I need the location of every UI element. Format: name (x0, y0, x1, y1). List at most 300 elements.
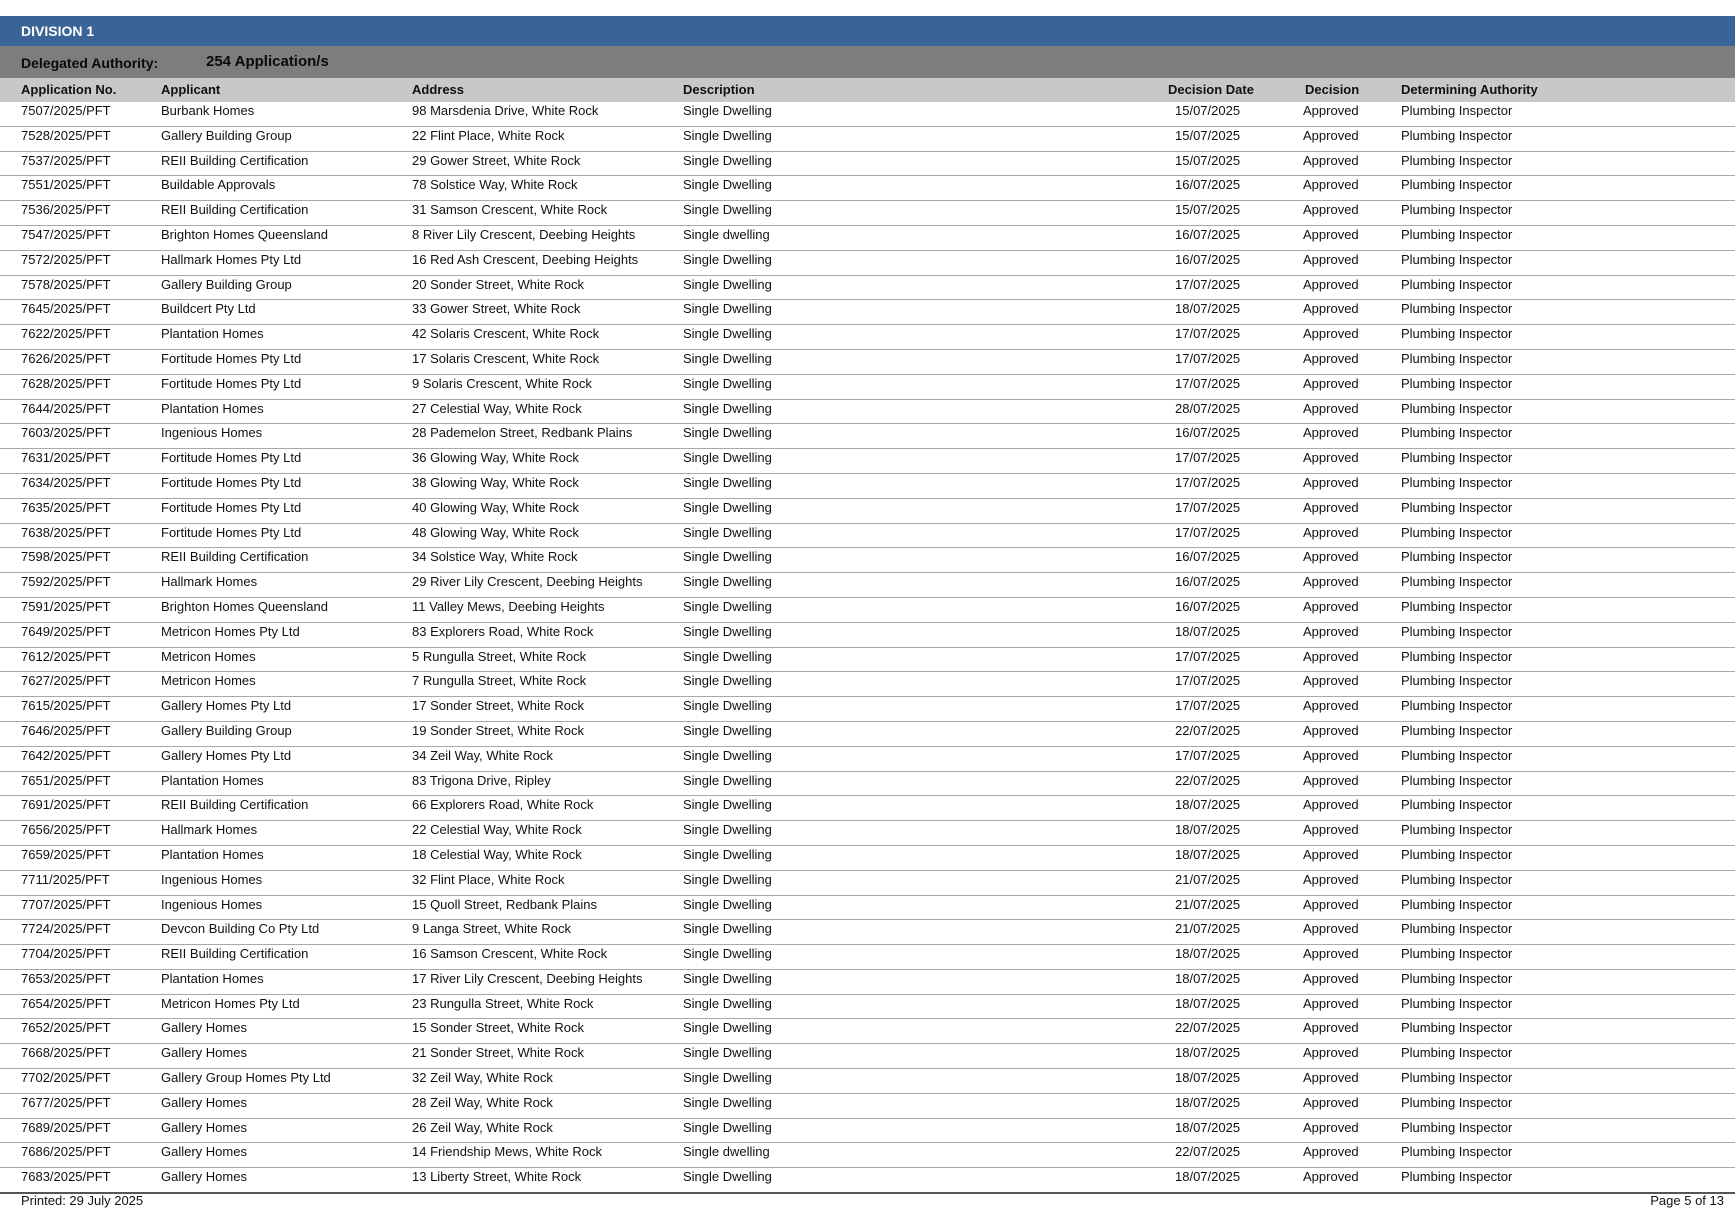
cell-applicant: Buildcert Pty Ltd (161, 301, 256, 317)
cell-application-no: 7612/2025/PFT (21, 648, 111, 664)
cell-application-no: 7628/2025/PFT (21, 375, 111, 391)
table-row (0, 350, 1735, 375)
cell-description: Single Dwelling (683, 946, 772, 962)
cell-address: 29 River Lily Crescent, Deebing Heights (412, 574, 643, 590)
cell-determining-authority: Plumbing Inspector (1401, 152, 1513, 168)
table-row (0, 896, 1735, 921)
cell-decision: Approved (1303, 251, 1359, 267)
cell-address: 66 Explorers Road, White Rock (412, 797, 594, 813)
column-header-decision-date: Decision Date (1168, 82, 1254, 97)
cell-decision-date: 22/07/2025 (1175, 1020, 1241, 1036)
table-row (0, 1119, 1735, 1144)
cell-applicant: Metricon Homes (161, 648, 256, 664)
cell-decision: Approved (1303, 127, 1359, 143)
cell-address: 36 Glowing Way, White Rock (412, 450, 579, 466)
cell-address: 83 Trigona Drive, Ripley (412, 772, 551, 788)
cell-decision: Approved (1303, 400, 1359, 416)
table-row (0, 573, 1735, 598)
cell-decision-date: 18/07/2025 (1175, 301, 1241, 317)
cell-applicant: Hallmark Homes Pty Ltd (161, 251, 302, 267)
cell-applicant: Gallery Homes (161, 1020, 247, 1036)
cell-applicant: Metricon Homes Pty Ltd (161, 995, 300, 1011)
printed-date: Printed: 29 July 2025 (21, 1193, 144, 1208)
cell-application-no: 7631/2025/PFT (21, 450, 111, 466)
table-row (0, 871, 1735, 896)
table-row (0, 251, 1735, 276)
cell-decision: Approved (1303, 623, 1359, 639)
cell-application-no: 7598/2025/PFT (21, 549, 111, 565)
cell-applicant: Fortitude Homes Pty Ltd (161, 450, 302, 466)
cell-address: 34 Solstice Way, White Rock (412, 549, 578, 565)
cell-determining-authority: Plumbing Inspector (1401, 1070, 1513, 1086)
cell-application-no: 7653/2025/PFT (21, 970, 111, 986)
cell-applicant: REII Building Certification (161, 797, 309, 813)
cell-description: Single Dwelling (683, 648, 772, 664)
cell-determining-authority: Plumbing Inspector (1401, 722, 1513, 738)
cell-determining-authority: Plumbing Inspector (1401, 1119, 1513, 1135)
cell-decision-date: 16/07/2025 (1175, 574, 1241, 590)
table-row (0, 474, 1735, 499)
cell-decision: Approved (1303, 524, 1359, 540)
cell-decision: Approved (1303, 970, 1359, 986)
cell-decision: Approved (1303, 375, 1359, 391)
table-row (0, 945, 1735, 970)
table-row (0, 747, 1735, 772)
cell-applicant: Gallery Building Group (161, 127, 292, 143)
cell-decision: Approved (1303, 549, 1359, 565)
cell-decision: Approved (1303, 425, 1359, 441)
cell-application-no: 7686/2025/PFT (21, 1144, 111, 1160)
cell-decision-date: 18/07/2025 (1175, 970, 1241, 986)
cell-application-no: 7537/2025/PFT (21, 152, 111, 168)
cell-application-no: 7707/2025/PFT (21, 896, 111, 912)
cell-description: Single Dwelling (683, 499, 772, 515)
cell-determining-authority: Plumbing Inspector (1401, 1094, 1513, 1110)
cell-applicant: REII Building Certification (161, 152, 309, 168)
cell-decision-date: 22/07/2025 (1175, 772, 1241, 788)
division-header (0, 16, 1735, 46)
cell-applicant: Burbank Homes (161, 103, 255, 118)
cell-decision-date: 21/07/2025 (1175, 921, 1241, 937)
cell-decision-date: 28/07/2025 (1175, 400, 1241, 416)
table-row (0, 995, 1735, 1020)
cell-application-no: 7646/2025/PFT (21, 722, 111, 738)
cell-decision: Approved (1303, 574, 1359, 590)
cell-decision: Approved (1303, 871, 1359, 887)
cell-address: 78 Solstice Way, White Rock (412, 177, 578, 193)
cell-application-no: 7615/2025/PFT (21, 698, 111, 714)
cell-address: 27 Celestial Way, White Rock (412, 400, 582, 416)
cell-address: 17 River Lily Crescent, Deebing Heights (412, 970, 643, 986)
cell-address: 32 Zeil Way, White Rock (412, 1070, 553, 1086)
cell-determining-authority: Plumbing Inspector (1401, 1020, 1513, 1036)
cell-decision-date: 18/07/2025 (1175, 995, 1241, 1011)
cell-determining-authority: Plumbing Inspector (1401, 474, 1513, 490)
cell-determining-authority: Plumbing Inspector (1401, 1045, 1513, 1061)
cell-address: 11 Valley Mews, Deebing Heights (412, 598, 605, 614)
cell-address: 18 Celestial Way, White Rock (412, 846, 582, 862)
cell-decision-date: 22/07/2025 (1175, 722, 1241, 738)
cell-decision: Approved (1303, 921, 1359, 937)
cell-determining-authority: Plumbing Inspector (1401, 896, 1513, 912)
cell-decision-date: 16/07/2025 (1175, 425, 1241, 441)
cell-address: 21 Sonder Street, White Rock (412, 1045, 584, 1061)
cell-decision-date: 21/07/2025 (1175, 896, 1241, 912)
cell-application-no: 7711/2025/PFT (21, 871, 110, 887)
table-row (0, 400, 1735, 425)
cell-address: 16 Red Ash Crescent, Deebing Heights (412, 251, 639, 267)
cell-decision-date: 17/07/2025 (1175, 375, 1241, 391)
cell-decision-date: 17/07/2025 (1175, 450, 1241, 466)
table-row (0, 970, 1735, 995)
cell-application-no: 7572/2025/PFT (21, 251, 111, 267)
cell-application-no: 7677/2025/PFT (21, 1094, 111, 1110)
cell-determining-authority: Plumbing Inspector (1401, 375, 1513, 391)
cell-decision-date: 18/07/2025 (1175, 1094, 1241, 1110)
cell-decision: Approved (1303, 450, 1359, 466)
authority-label: Delegated Authority: (21, 55, 159, 71)
cell-applicant: Ingenious Homes (161, 896, 263, 912)
cell-address: 26 Zeil Way, White Rock (412, 1119, 553, 1135)
cell-decision-date: 18/07/2025 (1175, 822, 1241, 838)
cell-application-no: 7652/2025/PFT (21, 1020, 111, 1036)
cell-description: Single dwelling (683, 1144, 770, 1160)
cell-decision: Approved (1303, 1094, 1359, 1110)
table-row (0, 920, 1735, 945)
cell-description: Single Dwelling (683, 822, 772, 838)
cell-decision: Approved (1303, 202, 1359, 218)
cell-determining-authority: Plumbing Inspector (1401, 350, 1513, 366)
cell-description: Single Dwelling (683, 995, 772, 1011)
cell-decision-date: 15/07/2025 (1175, 202, 1241, 218)
cell-description: Single Dwelling (683, 970, 772, 986)
cell-applicant: Gallery Homes Pty Ltd (161, 698, 292, 714)
cell-application-no: 7638/2025/PFT (21, 524, 111, 540)
cell-decision-date: 17/07/2025 (1175, 350, 1241, 366)
table-row (0, 201, 1735, 226)
cell-applicant: Fortitude Homes Pty Ltd (161, 499, 302, 515)
cell-address: 22 Celestial Way, White Rock (412, 822, 582, 838)
cell-description: Single Dwelling (683, 797, 772, 813)
cell-application-no: 7668/2025/PFT (21, 1045, 111, 1061)
cell-decision: Approved (1303, 474, 1359, 490)
table-row (0, 1044, 1735, 1069)
table-row (0, 152, 1735, 177)
footer-divider (0, 1192, 1735, 1194)
table-row (0, 623, 1735, 648)
table-row (0, 226, 1735, 251)
cell-determining-authority: Plumbing Inspector (1401, 598, 1513, 614)
cell-decision: Approved (1303, 1169, 1359, 1185)
cell-decision-date: 21/07/2025 (1175, 871, 1241, 887)
cell-description: Single Dwelling (683, 474, 772, 490)
cell-applicant: Gallery Homes Pty Ltd (161, 747, 292, 763)
cell-decision: Approved (1303, 301, 1359, 317)
column-header-application-no: Application No. (21, 82, 117, 97)
cell-description: Single Dwelling (683, 177, 772, 193)
cell-application-no: 7656/2025/PFT (21, 822, 111, 838)
cell-description: Single Dwelling (683, 1045, 772, 1061)
column-header-determining-authority: Determining Authority (1401, 82, 1538, 97)
cell-description: Single Dwelling (683, 301, 772, 317)
cell-decision-date: 16/07/2025 (1175, 177, 1241, 193)
cell-determining-authority: Plumbing Inspector (1401, 648, 1513, 664)
table-row (0, 1069, 1735, 1094)
cell-determining-authority: Plumbing Inspector (1401, 1169, 1513, 1185)
cell-decision: Approved (1303, 946, 1359, 962)
cell-applicant: Brighton Homes Queensland (161, 226, 328, 242)
cell-description: Single Dwelling (683, 698, 772, 714)
table-row (0, 672, 1735, 697)
cell-decision: Approved (1303, 499, 1359, 515)
cell-decision-date: 18/07/2025 (1175, 623, 1241, 639)
table-row (0, 300, 1735, 325)
cell-determining-authority: Plumbing Inspector (1401, 549, 1513, 565)
cell-applicant: Gallery Homes (161, 1119, 247, 1135)
cell-application-no: 7649/2025/PFT (21, 623, 111, 639)
application-count: 254 Application/s (206, 53, 329, 70)
cell-description: Single Dwelling (683, 450, 772, 466)
cell-determining-authority: Plumbing Inspector (1401, 499, 1513, 515)
cell-decision: Approved (1303, 722, 1359, 738)
cell-determining-authority: Plumbing Inspector (1401, 698, 1513, 714)
cell-decision: Approved (1303, 673, 1359, 689)
cell-decision-date: 17/07/2025 (1175, 673, 1241, 689)
cell-description: Single Dwelling (683, 524, 772, 540)
cell-address: 14 Friendship Mews, White Rock (412, 1144, 603, 1160)
table-row (0, 722, 1735, 747)
cell-application-no: 7547/2025/PFT (21, 226, 111, 242)
cell-determining-authority: Plumbing Inspector (1401, 921, 1513, 937)
cell-application-no: 7634/2025/PFT (21, 474, 111, 490)
cell-description: Single Dwelling (683, 574, 772, 590)
cell-decision-date: 17/07/2025 (1175, 474, 1241, 490)
cell-decision: Approved (1303, 226, 1359, 242)
cell-description: Single Dwelling (683, 425, 772, 441)
cell-determining-authority: Plumbing Inspector (1401, 326, 1513, 342)
cell-applicant: Fortitude Homes Pty Ltd (161, 350, 302, 366)
table-row (0, 127, 1735, 152)
column-header-decision: Decision (1305, 82, 1360, 97)
cell-applicant: Gallery Group Homes Pty Ltd (161, 1070, 331, 1086)
cell-decision: Approved (1303, 598, 1359, 614)
cell-application-no: 7704/2025/PFT (21, 946, 111, 962)
cell-address: 13 Liberty Street, White Rock (412, 1169, 582, 1185)
cell-description: Single Dwelling (683, 623, 772, 639)
cell-determining-authority: Plumbing Inspector (1401, 623, 1513, 639)
cell-application-no: 7642/2025/PFT (21, 747, 111, 763)
table-row (0, 598, 1735, 623)
cell-decision: Approved (1303, 995, 1359, 1011)
cell-description: Single Dwelling (683, 1169, 772, 1185)
table-row (0, 524, 1735, 549)
cell-address: 40 Glowing Way, White Rock (412, 499, 579, 515)
cell-applicant: Gallery Homes (161, 1169, 247, 1185)
cell-decision-date: 17/07/2025 (1175, 648, 1241, 664)
cell-determining-authority: Plumbing Inspector (1401, 103, 1513, 118)
cell-applicant: Hallmark Homes (161, 574, 258, 590)
cell-determining-authority: Plumbing Inspector (1401, 995, 1513, 1011)
cell-applicant: Fortitude Homes Pty Ltd (161, 375, 302, 391)
cell-description: Single Dwelling (683, 598, 772, 614)
cell-application-no: 7627/2025/PFT (21, 673, 111, 689)
cell-description: Single Dwelling (683, 673, 772, 689)
cell-decision: Approved (1303, 772, 1359, 788)
cell-decision-date: 18/07/2025 (1175, 846, 1241, 862)
table-row (0, 102, 1735, 127)
cell-application-no: 7683/2025/PFT (21, 1169, 111, 1185)
cell-determining-authority: Plumbing Inspector (1401, 276, 1513, 292)
cell-address: 23 Rungulla Street, White Rock (412, 995, 594, 1011)
cell-determining-authority: Plumbing Inspector (1401, 822, 1513, 838)
cell-applicant: Gallery Homes (161, 1094, 247, 1110)
cell-application-no: 7626/2025/PFT (21, 350, 111, 366)
table-header (0, 78, 1735, 102)
table-row (0, 1019, 1735, 1044)
table-row (0, 548, 1735, 573)
cell-address: 19 Sonder Street, White Rock (412, 722, 584, 738)
cell-application-no: 7635/2025/PFT (21, 499, 111, 515)
cell-decision-date: 18/07/2025 (1175, 1045, 1241, 1061)
cell-description: Single Dwelling (683, 871, 772, 887)
cell-description: Single Dwelling (683, 549, 772, 565)
cell-address: 28 Pademelon Street, Redbank Plains (412, 425, 633, 441)
division-title: DIVISION 1 (21, 23, 95, 39)
cell-description: Single Dwelling (683, 1119, 772, 1135)
cell-decision: Approved (1303, 1020, 1359, 1036)
cell-application-no: 7507/2025/PFT (21, 103, 111, 118)
table-row (0, 821, 1735, 846)
cell-address: 9 Solaris Crescent, White Rock (412, 375, 592, 391)
cell-description: Single Dwelling (683, 722, 772, 738)
cell-description: Single Dwelling (683, 400, 772, 416)
cell-decision-date: 18/07/2025 (1175, 1169, 1241, 1185)
cell-applicant: Gallery Homes (161, 1144, 247, 1160)
cell-applicant: REII Building Certification (161, 549, 309, 565)
cell-description: Single Dwelling (683, 375, 772, 391)
cell-address: 16 Samson Crescent, White Rock (412, 946, 608, 962)
table-row (0, 1168, 1735, 1193)
cell-decision: Approved (1303, 846, 1359, 862)
cell-decision: Approved (1303, 698, 1359, 714)
cell-address: 33 Gower Street, White Rock (412, 301, 581, 317)
cell-address: 9 Langa Street, White Rock (412, 921, 571, 937)
cell-decision-date: 16/07/2025 (1175, 598, 1241, 614)
cell-applicant: Plantation Homes (161, 772, 264, 788)
cell-decision: Approved (1303, 103, 1359, 118)
cell-applicant: Hallmark Homes (161, 822, 258, 838)
cell-determining-authority: Plumbing Inspector (1401, 846, 1513, 862)
cell-address: 20 Sonder Street, White Rock (412, 276, 584, 292)
cell-applicant: Gallery Homes (161, 1045, 247, 1061)
cell-decision-date: 16/07/2025 (1175, 549, 1241, 565)
cell-applicant: Fortitude Homes Pty Ltd (161, 474, 302, 490)
cell-determining-authority: Plumbing Inspector (1401, 574, 1513, 590)
authority-summary-bar (0, 46, 1735, 78)
cell-decision: Approved (1303, 1045, 1359, 1061)
cell-description: Single Dwelling (683, 1070, 772, 1086)
table-row (0, 499, 1735, 524)
cell-description: Single Dwelling (683, 326, 772, 342)
cell-description: Single Dwelling (683, 152, 772, 168)
cell-decision: Approved (1303, 896, 1359, 912)
cell-application-no: 7591/2025/PFT (21, 598, 111, 614)
cell-decision-date: 16/07/2025 (1175, 226, 1241, 242)
cell-decision: Approved (1303, 1070, 1359, 1086)
cell-decision: Approved (1303, 152, 1359, 168)
cell-description: Single Dwelling (683, 846, 772, 862)
cell-address: 38 Glowing Way, White Rock (412, 474, 579, 490)
cell-decision-date: 17/07/2025 (1175, 698, 1241, 714)
cell-description: Single Dwelling (683, 1020, 772, 1036)
cell-address: 29 Gower Street, White Rock (412, 152, 581, 168)
cell-description: Single Dwelling (683, 127, 772, 143)
cell-applicant: Ingenious Homes (161, 425, 263, 441)
cell-applicant: Plantation Homes (161, 400, 264, 416)
cell-application-no: 7592/2025/PFT (21, 574, 111, 590)
cell-address: 7 Rungulla Street, White Rock (412, 673, 587, 689)
cell-description: Single Dwelling (683, 276, 772, 292)
table-row (0, 648, 1735, 673)
table-row (0, 424, 1735, 449)
cell-description: Single Dwelling (683, 1094, 772, 1110)
cell-applicant: Buildable Approvals (161, 177, 276, 193)
cell-address: 31 Samson Crescent, White Rock (412, 202, 608, 218)
cell-address: 83 Explorers Road, White Rock (412, 623, 594, 639)
cell-address: 17 Solaris Crescent, White Rock (412, 350, 600, 366)
cell-application-no: 7528/2025/PFT (21, 127, 111, 143)
cell-decision-date: 18/07/2025 (1175, 797, 1241, 813)
cell-decision-date: 18/07/2025 (1175, 1119, 1241, 1135)
page-number: Page 5 of 13 (1650, 1193, 1724, 1208)
cell-address: 15 Quoll Street, Redbank Plains (412, 896, 597, 912)
cell-decision-date: 17/07/2025 (1175, 326, 1241, 342)
cell-determining-authority: Plumbing Inspector (1401, 301, 1513, 317)
cell-decision-date: 17/07/2025 (1175, 524, 1241, 540)
cell-determining-authority: Plumbing Inspector (1401, 673, 1513, 689)
cell-decision-date: 15/07/2025 (1175, 103, 1241, 118)
cell-decision: Approved (1303, 1144, 1359, 1160)
cell-applicant: Plantation Homes (161, 970, 264, 986)
cell-description: Single Dwelling (683, 747, 772, 763)
cell-decision: Approved (1303, 1119, 1359, 1135)
cell-description: Single dwelling (683, 226, 770, 242)
cell-determining-authority: Plumbing Inspector (1401, 425, 1513, 441)
cell-address: 8 River Lily Crescent, Deebing Heights (412, 226, 636, 242)
cell-application-no: 7603/2025/PFT (21, 425, 111, 441)
cell-application-no: 7578/2025/PFT (21, 276, 111, 292)
cell-applicant: REII Building Certification (161, 202, 309, 218)
cell-applicant: Plantation Homes (161, 846, 264, 862)
cell-address: 48 Glowing Way, White Rock (412, 524, 579, 540)
cell-description: Single Dwelling (683, 921, 772, 937)
cell-determining-authority: Plumbing Inspector (1401, 772, 1513, 788)
cell-description: Single Dwelling (683, 103, 772, 118)
cell-address: 15 Sonder Street, White Rock (412, 1020, 584, 1036)
cell-address: 98 Marsdenia Drive, White Rock (412, 103, 599, 118)
cell-address: 5 Rungulla Street, White Rock (412, 648, 587, 664)
cell-determining-authority: Plumbing Inspector (1401, 871, 1513, 887)
cell-applicant: Ingenious Homes (161, 871, 263, 887)
table-row (0, 176, 1735, 201)
cell-application-no: 7536/2025/PFT (21, 202, 111, 218)
cell-address: 34 Zeil Way, White Rock (412, 747, 553, 763)
table-row (0, 846, 1735, 871)
cell-applicant: REII Building Certification (161, 946, 309, 962)
cell-decision-date: 17/07/2025 (1175, 747, 1241, 763)
cell-applicant: Metricon Homes Pty Ltd (161, 623, 300, 639)
cell-determining-authority: Plumbing Inspector (1401, 524, 1513, 540)
